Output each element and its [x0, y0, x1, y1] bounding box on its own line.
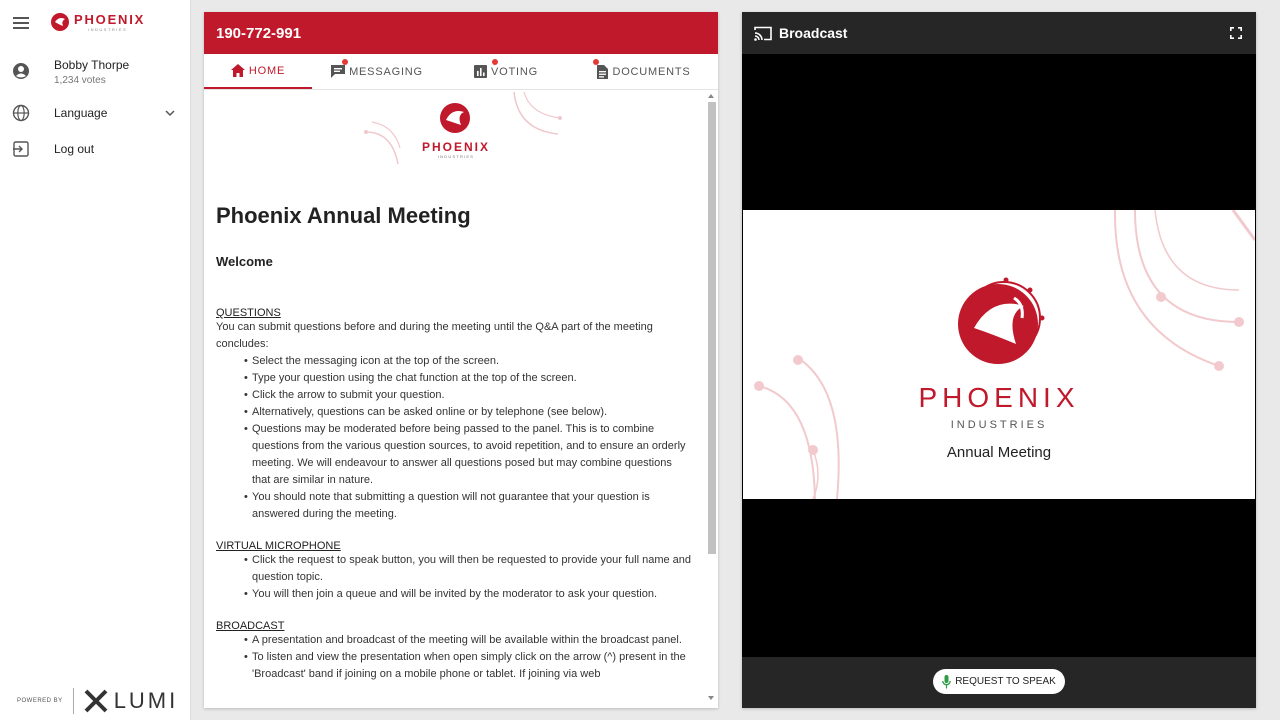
notification-dot — [492, 59, 498, 65]
list-item: • You should note that submitting a question will not guarantee that your question is answered during the meeting. — [252, 489, 692, 523]
request-to-speak-label: REQUEST TO SPEAK — [955, 676, 1056, 687]
powered-by — [17, 688, 178, 714]
account-icon — [12, 62, 30, 80]
sidebar — [0, 0, 191, 720]
questions-heading: QUESTIONS — [216, 307, 281, 319]
phoenix-logo-icon — [438, 100, 472, 134]
hero-logo — [216, 90, 692, 176]
fullscreen-icon[interactable] — [1230, 27, 1242, 39]
decorative-arc-icon — [362, 120, 412, 170]
meeting-id: 190-772-991 — [204, 12, 718, 54]
voting-icon — [474, 65, 487, 78]
broadcast-heading: BROADCAST — [216, 620, 285, 632]
tab-voting[interactable] — [442, 54, 570, 89]
tab-home-label: HOME — [248, 64, 286, 77]
user-profile[interactable] — [0, 56, 191, 88]
broadcast-header — [742, 12, 1256, 54]
tab-messaging-label: MESSAGING — [349, 65, 423, 78]
document-icon — [597, 65, 608, 79]
scrollbar[interactable] — [706, 92, 717, 706]
message-icon — [331, 65, 345, 78]
decorative-arc-icon — [498, 90, 564, 140]
lumi-logo-icon — [84, 689, 108, 713]
brand-name: PHOENIX — [74, 11, 146, 27]
scroll-up-icon[interactable] — [708, 94, 714, 98]
scroll-down-icon[interactable] — [708, 696, 714, 700]
scrollbar-thumb[interactable] — [708, 102, 716, 554]
home-icon — [231, 64, 245, 77]
globe-icon — [12, 104, 30, 122]
user-name: Bobby Thorpe — [54, 58, 130, 72]
language-label: Language — [54, 106, 108, 120]
list-item: • Click the arrow to submit your question. — [252, 387, 692, 404]
microphone-icon — [942, 675, 951, 689]
notification-dot — [342, 59, 348, 65]
tab-messaging[interactable] — [312, 54, 442, 89]
broadcast-panel — [742, 12, 1256, 708]
list-item: • Questions may be moderated before being passed to the panel. This is to combine questions from the various question sources, to avoid repetition, and to ensure an orderly meeting. We will endeavour to answer all questions posed but may combine questions that are similar in nature. — [252, 421, 692, 489]
welcome-heading: Welcome — [216, 254, 273, 269]
brand-logo — [50, 12, 145, 32]
slide-sub: INDUSTRIES — [950, 419, 1048, 431]
tab-voting-label: VOTING — [491, 65, 538, 78]
tab-documents-label: DOCUMENTS — [612, 65, 691, 78]
page-title: Phoenix Annual Meeting — [216, 203, 471, 228]
language-selector[interactable] — [0, 103, 191, 123]
tab-bar — [204, 54, 718, 90]
brand-sub: INDUSTRIES — [88, 26, 128, 32]
notification-dot — [593, 59, 599, 65]
phoenix-logo-icon — [50, 12, 70, 32]
meeting-panel — [204, 12, 718, 708]
presentation-slide — [743, 210, 1255, 499]
menu-icon[interactable] — [13, 17, 29, 30]
slide-brand: PHOENIX — [918, 382, 1080, 413]
broadcast-list — [216, 632, 692, 683]
chevron-down-icon — [165, 108, 175, 118]
list-item: • To listen and view the presentation when open simply click on the arrow (^) present in the 'Broadcast' band if joining on a mobile phone or tablet. If joining via web — [252, 649, 692, 683]
list-item: • Alternatively, questions can be asked online or by telephone (see below). — [252, 404, 692, 421]
mic-list — [216, 552, 692, 603]
mic-heading: VIRTUAL MICROPHONE — [216, 540, 341, 552]
list-item: • You will then join a queue and will be invited by the moderator to ask your question. — [252, 586, 692, 603]
divider — [73, 688, 74, 714]
request-to-speak-button[interactable] — [933, 669, 1065, 694]
logout-button[interactable] — [0, 139, 191, 159]
tab-home[interactable] — [204, 54, 312, 89]
broadcast-footer — [742, 657, 1256, 708]
hero-brand: PHOENIX — [421, 140, 490, 154]
list-item: • Select the messaging icon at the top of the screen. — [252, 353, 692, 370]
list-item: • Type your question using the chat function at the top of the screen. — [252, 370, 692, 387]
user-votes: 1,234 votes — [54, 75, 106, 86]
lumi-brand: LUMI — [113, 688, 179, 713]
list-item: • Click the request to speak button, you will then be requested to provide your full name and question topic. — [252, 552, 692, 586]
list-item: • A presentation and broadcast of the meeting will be available within the broadcast panel. — [252, 632, 692, 649]
powered-by-label: POWERED BY — [17, 698, 63, 704]
cast-icon — [754, 26, 772, 41]
home-content — [204, 90, 704, 708]
slide-caption: Annual Meeting — [946, 444, 1052, 461]
tab-documents[interactable] — [570, 54, 718, 89]
phoenix-logo-icon — [954, 274, 1046, 366]
questions-intro: You can submit questions before and during the meeting until the Q&A part of the meeting concludes: — [216, 321, 653, 350]
hero-sub: INDUSTRIES — [437, 154, 475, 159]
logout-icon — [12, 140, 30, 158]
broadcast-title: Broadcast — [779, 25, 848, 41]
logout-label: Log out — [54, 142, 95, 156]
questions-list — [216, 353, 692, 523]
